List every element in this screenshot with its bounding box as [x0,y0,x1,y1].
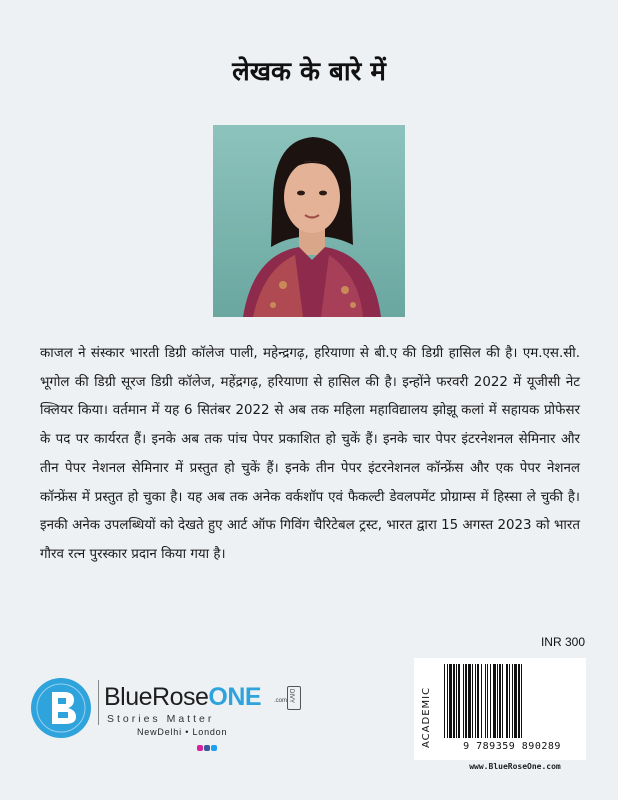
author-bio: काजल ने संस्कार भारती डिग्री कॉलेज पाली, महेन्द्रगढ़, हरियाणा से बी.ए की डिग्री हासिल की है। एम.एस.सी. भूगोल की डिग्री सूरज डिग्री कॉलेज, महेंद्रगढ़, हरियाणा से हासिल की है। इन्होंने फरवरी 2022 में यूजीसी नेट क्लियर किया। वर्तमान में यह 6 सितंबर 2022 से अब तक महिला महाविद्यालय झोझू कलां में सहायक प्रोफेसर के पद पर कार्यरत हैं। इनके अब तक पांच पेपर प्रकाशित हो चुकें हैं। इनके चार पेपर इंटरनेशनल सेमिनार और तीन पेपर नेशनल सेमिनार में प्रस्तुत हो चुकें हैं। इनके तीन पेपर इंटरनेशनल कॉन्फ्रेंस और एक पेपर नेशनल कॉन्फ्रेंस में प्रस्तुत हो चुका है। यह अब तक अनेक वर्कशॉप एवं फैकल्टी डेवलपमेंट प्रोग्राम्स में हिस्सा ले चुकी है। इनकी अनेक उपलब्धियों को देखते हुए आर्ट ऑफ गिविंग चैरिटेबल ट्रस्ट, भारत द्वारा 15 अगस्त 2023 को भारत गौरव रत्न पुरस्कार प्रदान किया गया है। [40,346,580,562]
page-title: लेखक के बारे में [232,57,386,87]
facebook-icon [204,745,210,751]
instagram-icon [197,745,203,751]
divy-label: DIVY [288,688,295,704]
isbn-barcode [442,664,582,740]
author-photo [213,125,405,317]
price-label: INR 300 [540,635,585,649]
publisher-name [104,683,261,712]
publisher-name-part2: ONE [208,683,262,711]
publisher-name-part1: BlueRose [104,683,209,711]
publisher-com: .com [274,698,288,704]
social-icons [197,745,218,753]
publisher-logo-icon [30,677,92,739]
isbn-number: 9 789359 890289 [463,741,561,752]
brand-divider [98,680,99,725]
publisher-cities: NewDelhi • London [137,727,228,737]
website-url: www.BlueRoseOne.com [469,762,561,771]
publisher-tagline: Stories Matter [107,713,215,725]
divy-badge [287,686,301,710]
category-label: ACADEMIC [421,686,432,748]
twitter-icon [211,745,217,751]
